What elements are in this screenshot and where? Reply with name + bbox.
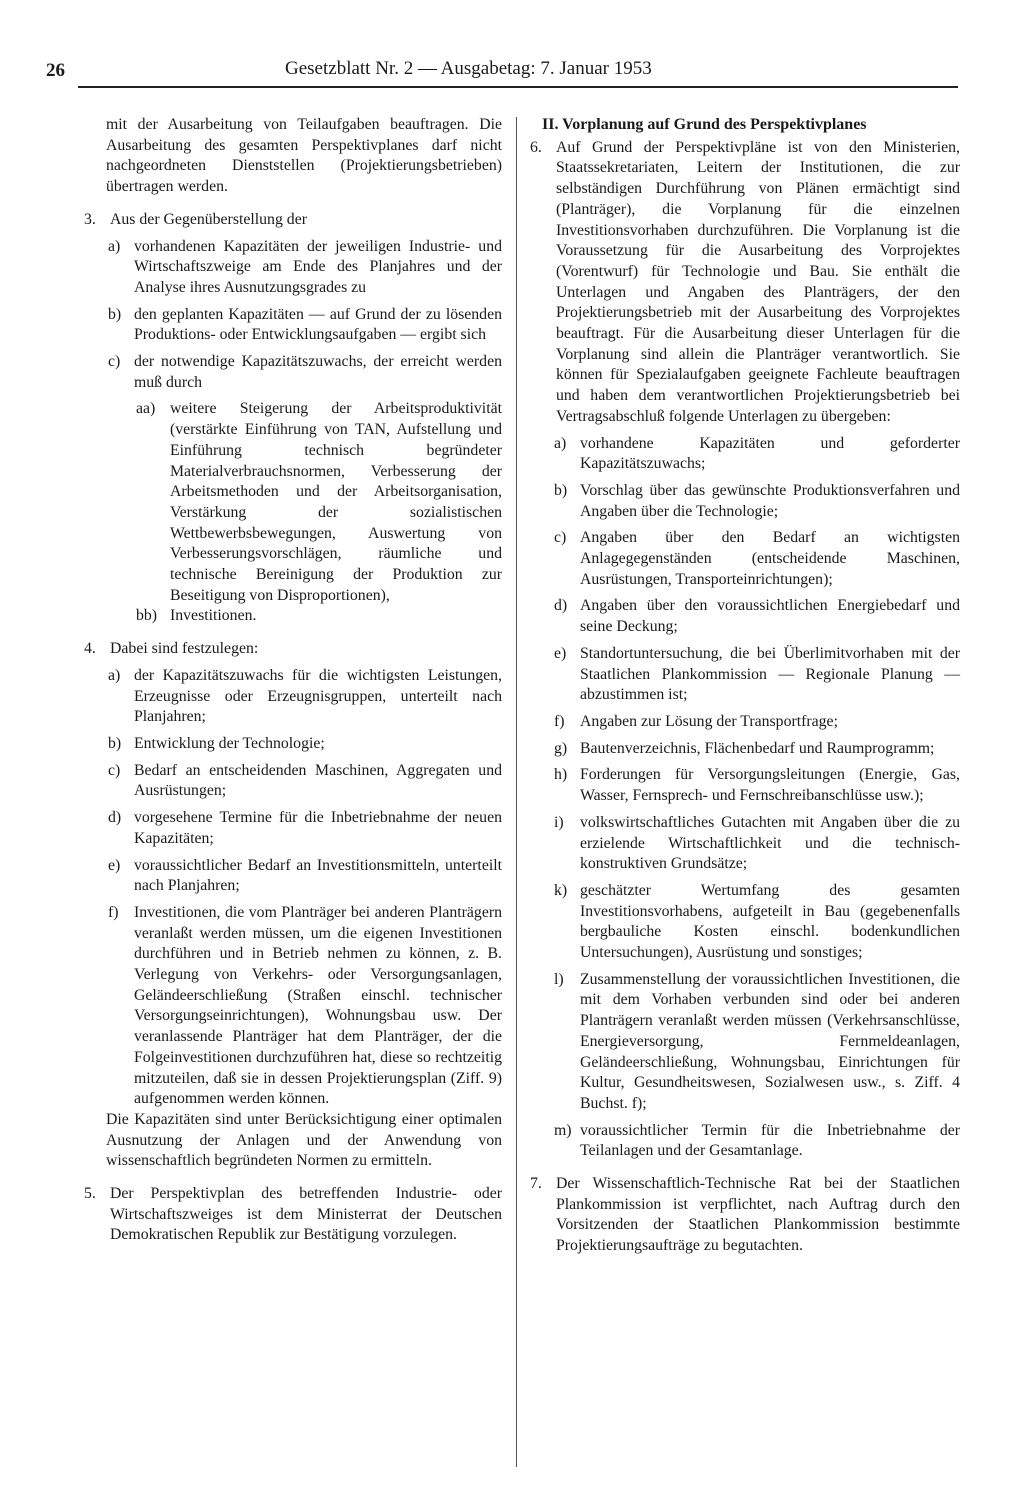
paragraph: vorhandene Kapazitäten und geforderter Kapazitätszuwachs; [580, 434, 960, 473]
item-label: b) [108, 734, 122, 752]
paragraph: Der Perspektivplan des betreffenden Industrie- oder Wirtschaftszweiges ist dem Ministerrat der Deutschen Demokratischen Republik zur Bestätigung vorzulegen. [110, 1185, 502, 1244]
item-label: l) [554, 970, 564, 988]
item-label: b) [554, 481, 568, 499]
item-number: 3. [84, 210, 96, 228]
item-6-k [530, 881, 960, 964]
paragraph: Vorschlag über das gewünschte Produktionsverfahren und Angaben über die Technologie; [580, 481, 960, 520]
item-label: c) [554, 529, 567, 547]
item-3-a [84, 237, 502, 299]
item-6-c [530, 528, 960, 590]
item-label: b) [108, 305, 122, 323]
paragraph: Zusammenstellung der voraussichtlichen Investitionen, die mit dem Vorhaben verbunden sind oder bei anderen Planträgern veranlaßt werden müssen (Verkehrsanschlüsse, Energieversorgung, Fernmeldeanlagen, Geländeerschließung, Wohnungsbau, Einrichtungen für Kultur, Gesundheitswesen, Sozialwesen usw., s. Ziff. 4 Buchst. f); [580, 970, 960, 1112]
item-6-l [530, 970, 960, 1115]
left-column [84, 115, 502, 1246]
paragraph: Forderungen für Versorgungsleitungen (Energie, Gas, Wasser, Fernsprech- und Fernschreibanschlüsse usw.); [580, 766, 960, 805]
paragraph: weitere Steigerung der Arbeitsproduktivität (verstärkte Einführung von TAN, Aufstellung und Einführung technisch begründeter Materialverbrauchsnormen, Verbesserung der Arbeitsmethoden und der Arbeitsorganisation, Verstärkung der sozialistischen Wettbewerbsbewegungen, Auswertung von Verbesserungsvorschlägen, räumliche und technische Bereinigung der Produktion zur Beseitigung von Disproportionen), [170, 400, 502, 604]
item-number: 5. [84, 1185, 96, 1203]
paragraph: Standortuntersuchung, die bei Überlimitvorhaben mit der Staatlichen Plankommission — Regionale Planung — abzustimmen ist; [580, 644, 960, 704]
page-number: 26 [46, 60, 65, 81]
paragraph: mit der Ausarbeitung von Teilaufgaben beauftragen. Die Ausarbeitung des gesamten Perspektivplanes darf nicht nachgeordneten Dienststellen (Projektierungsbetrieben) übertragen werden. [106, 116, 502, 196]
paragraph: Investitionen. [170, 607, 257, 625]
item-3-c [84, 352, 502, 393]
page-header: Gesetzblatt Nr. 2 — Ausgabetag: 7. Januar 1953 [285, 58, 652, 79]
paragraph: vorgesehene Termine für die Inbetriebnahme der neuen Kapazitäten; [134, 809, 502, 847]
item-label: bb) [136, 607, 158, 625]
paragraph: Entwicklung der Technologie; [134, 734, 325, 752]
item-6-a [530, 434, 960, 475]
paragraph: Die Kapazitäten sind unter Berücksichtigung einer optimalen Ausnutzung der Anlagen und der Anwendung von wissenschaftlich begründeten Normen zu ermitteln. [106, 1110, 502, 1170]
item-3-b [84, 305, 502, 346]
item-label: f) [554, 712, 565, 730]
item-4-e [84, 856, 502, 897]
item-4 [84, 639, 502, 660]
item-6-h [530, 765, 960, 806]
item-4-b [84, 734, 502, 755]
item-6-b [530, 481, 960, 522]
paragraph: Der Wissenschaftlich-Technische Rat bei der Staatlichen Plankommission ist verpflichtet, nach Auftrag durch den Vorsitzenden der Staatlichen Plankommission bestimmte Projektierungsaufträge zu begutachten. [556, 1175, 960, 1255]
item-label: i) [554, 813, 564, 831]
item-6-f [530, 712, 960, 733]
item-label: a) [108, 237, 121, 255]
item-label: g) [554, 739, 568, 757]
paragraph: Angaben zur Lösung der Transportfrage; [580, 712, 838, 730]
paragraph: Bedarf an entscheidenden Maschinen, Aggregaten und Ausrüstungen; [134, 761, 502, 800]
item-label: a) [554, 434, 567, 452]
item-3 [84, 210, 502, 231]
paragraph: Angaben über den voraussichtlichen Energiebedarf und seine Deckung; [580, 597, 960, 636]
item-label: d) [554, 597, 568, 615]
item-6 [530, 138, 960, 428]
paragraph: Bautenverzeichnis, Flächenbedarf und Raumprogramm; [580, 739, 935, 757]
paragraph: voraussichtlicher Termin für die Inbetriebnahme der Teilanlagen und der Gesamtanlage. [580, 1121, 960, 1160]
paragraph: der Kapazitätszuwachs für die wichtigsten Leistungen, Erzeugnisse oder Erzeugnisgruppen, unterteilt nach Planjahren; [134, 666, 502, 726]
header-rule [78, 86, 958, 88]
item-label: aa) [136, 400, 156, 418]
item-number: 7. [530, 1175, 542, 1193]
item-6-g [530, 739, 960, 760]
item-label: d) [108, 809, 122, 827]
item-6-e [530, 644, 960, 706]
item-3-bb [84, 606, 502, 627]
item-number: 6. [530, 138, 542, 156]
item-6-i [530, 813, 960, 875]
item-4-f [84, 903, 502, 1110]
item-label: c) [108, 353, 121, 371]
item-label: m) [554, 1121, 572, 1139]
item-number: 4. [84, 640, 96, 658]
paragraph: Auf Grund der Perspektivpläne ist von den Ministerien, Staatssekretariaten, Leitern der Institutionen, die zur selbständigen Durchführung von Plänen ermächtigt sind (Planträger), die Vorplanung für die einzelnen Investitionsvorhaben durchzuführen. Die Vorplanung ist die Voraussetzung für die Ausarbeitung des Vorprojektes (Vorentwurf) für Technologie und Bau. Sie enthält die Unterlagen und Angaben des Planträgers, der den Projektierungsbetrieb mit der Ausarbeitung des Vorprojektes beauftragt. Für die Ausarbeitung dieser Unterlagen für die Vorplanung sind allein die Planträger verantwortlich. Sie können für Spezialaufgaben geeignete Fachleute beauftragen und haben dem verantwortlichen Projektierungsbetrieb bei Vertragsabschluß folgende Unterlagen zu übergeben: [556, 138, 960, 425]
item-6-m [530, 1121, 960, 1162]
item-3-aa [84, 399, 502, 606]
paragraph: Angaben über den Bedarf an wichtigsten Anlagegegenständen (entscheidende Maschinen, Ausrüstungen, Transporteinrichtungen); [580, 529, 960, 588]
item-label: a) [108, 666, 121, 684]
item-label: e) [108, 856, 121, 874]
paragraph: vorhandenen Kapazitäten der jeweiligen Industrie- und Wirtschaftszweige am Ende des Planjahres und der Analyse ihres Ausnutzungsgrades zu [134, 237, 502, 296]
paragraph: geschätzter Wertumfang des gesamten Investitionsvorhabens, aufgeteilt in Bau (gegebenenfalls bergbauliche Kosten einschl. bodenkundlichen Untersuchungen), Ausrüstung und sonstiges; [580, 881, 960, 962]
item-7 [530, 1174, 960, 1257]
item-6-d [530, 596, 960, 637]
section-heading: II. Vorplanung auf Grund des Perspektivplanes [542, 116, 867, 133]
right-column [530, 115, 960, 1257]
paragraph: Dabei sind festzulegen: [110, 640, 259, 658]
item-label: c) [108, 761, 121, 779]
item-4-c [84, 761, 502, 802]
column-divider [516, 117, 517, 1467]
item-4-a [84, 666, 502, 728]
item-label: h) [554, 766, 568, 784]
item-4-d [84, 808, 502, 849]
paragraph: volkswirtschaftliches Gutachten mit Angaben über die zu erzielende Wirtschaftlichkeit und die technisch-konstruktiven Grundsätze; [580, 813, 960, 873]
item-label: e) [554, 644, 567, 662]
paragraph: der notwendige Kapazitätszuwachs, der erreicht werden muß durch [134, 353, 502, 391]
paragraph: voraussichtlicher Bedarf an Investitionsmitteln, unterteilt nach Planjahren; [134, 856, 502, 895]
paragraph: den geplanten Kapazitäten — auf Grund der zu lösenden Produktions- oder Entwicklungsaufgaben — ergibt sich [134, 305, 502, 344]
paragraph: Investitionen, die vom Planträger bei anderen Planträgern veranlaßt werden müssen, um die eigenen Investitionen durchführen und in Betrieb nehmen zu können, z. B. Verlegung von Verkehrs- oder Versorgungsanlagen, Geländeerschließung (Straßen einschl. technischer Versorgungseinrichtungen), Wohnungsbau usw. Der veranlassende Planträger hat dem Planträger, der die Folgeinvestitionen durchzuführen hat, diese so rechtzeitig mitzuteilen, daß sie in dessen Projektierungsplan (Ziff. 9) aufgenommen werden können. [134, 903, 502, 1108]
item-label: f) [108, 903, 119, 921]
item-label: k) [554, 881, 568, 899]
paragraph: Aus der Gegenüberstellung der [110, 210, 307, 228]
item-5 [84, 1184, 502, 1246]
